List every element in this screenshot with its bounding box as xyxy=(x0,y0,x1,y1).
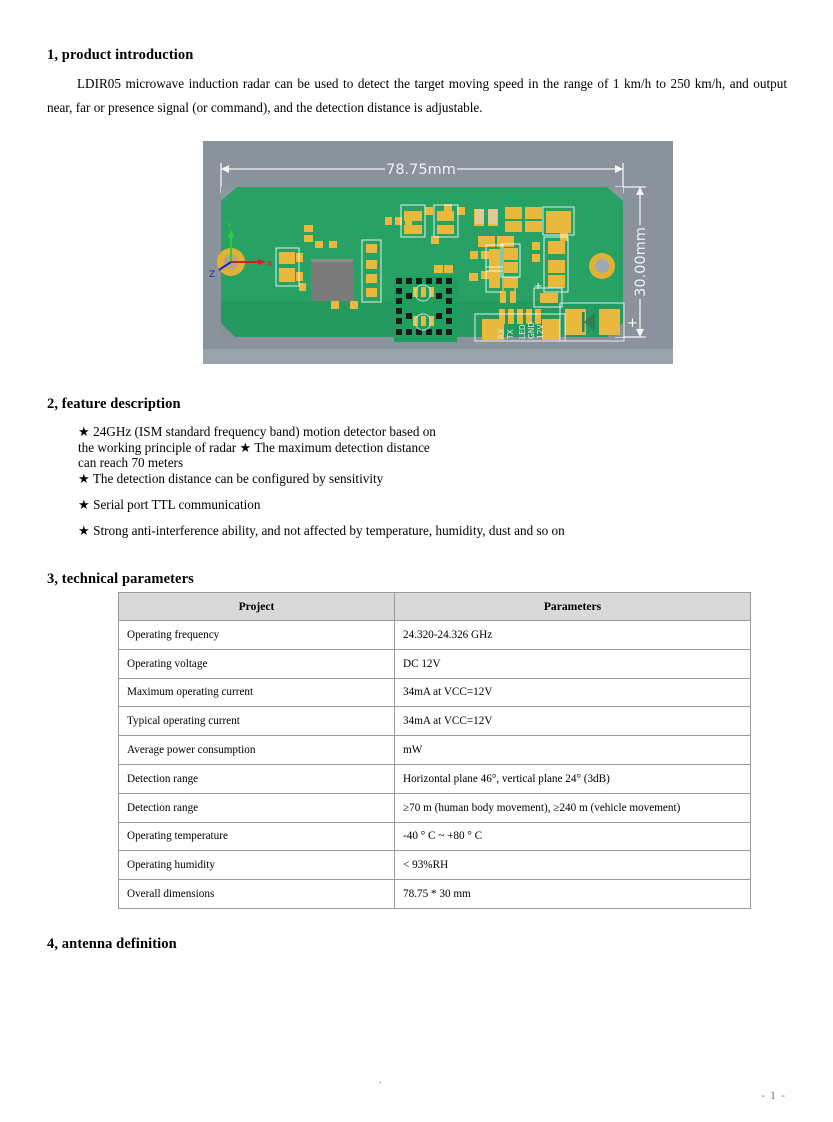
svg-text:RX: RX xyxy=(497,328,506,339)
svg-text:TX: TX xyxy=(506,329,515,339)
table-row xyxy=(119,793,751,822)
silkscreen-plus-right: + xyxy=(627,316,638,331)
feature-item-1-line-3: can reach 70 meters xyxy=(78,455,184,471)
pcb-main-ic xyxy=(311,259,353,301)
cell-parameters: DC 12V xyxy=(395,649,751,678)
cell-parameters: 34mA at VCC=12V xyxy=(395,707,751,736)
svg-text:LED: LED xyxy=(518,324,527,339)
cell-project: Operating frequency xyxy=(119,621,395,650)
silkscreen-plus-mid: + xyxy=(534,281,543,292)
axis-label-z: Z xyxy=(209,270,216,280)
cell-project: Operating temperature xyxy=(119,822,395,851)
pcb-mounting-hole-right xyxy=(589,253,615,279)
feature-item-1 xyxy=(78,424,598,471)
cell-project: Average power consumption xyxy=(119,736,395,765)
footer-page-number: - 1 - xyxy=(761,1088,786,1102)
table-row xyxy=(119,822,751,851)
svg-text:12V: 12V xyxy=(536,324,545,339)
cell-project: Maximum operating current xyxy=(119,678,395,707)
dimension-height-label: 30.00mm xyxy=(633,227,649,297)
cell-parameters: Horizontal plane 46°, vertical plane 24° (3dB) xyxy=(395,764,751,793)
table-row xyxy=(119,649,751,678)
pcb-render-svg xyxy=(203,141,673,364)
axis-label-x: x xyxy=(267,259,273,269)
intro-paragraph-text: LDIR05 microwave induction radar can be used to detect the target moving speed in the range of 1 km/h to 250 km/h, and output near, far or presence signal (or command), and the detection distance is adjustable. xyxy=(47,76,787,115)
table-row xyxy=(119,678,751,707)
table-row xyxy=(119,851,751,880)
cell-project: Typical operating current xyxy=(119,707,395,736)
table-row xyxy=(119,880,751,909)
svg-text:GND: GND xyxy=(527,321,536,339)
feature-item-3: ★ Serial port TTL communication xyxy=(78,497,261,512)
cell-project: Overall dimensions xyxy=(119,880,395,909)
heading-antenna-definition: 4, antenna definition xyxy=(47,936,177,952)
cell-parameters: mW xyxy=(395,736,751,765)
intro-paragraph xyxy=(47,72,787,120)
cell-parameters: < 93%RH xyxy=(395,851,751,880)
cell-parameters: -40 ° C ~ +80 ° C xyxy=(395,822,751,851)
cell-parameters: ≥70 m (human body movement), ≥240 m (vehicle movement) xyxy=(395,793,751,822)
cell-parameters: 34mA at VCC=12V xyxy=(395,678,751,707)
table-row xyxy=(119,736,751,765)
heading-technical-parameters: 3, technical parameters xyxy=(47,571,194,587)
feature-item-1-line-1: ★ 24GHz (ISM standard frequency band) motion detector based on xyxy=(78,424,436,439)
table-row xyxy=(119,764,751,793)
cell-parameters: 24.320-24.326 GHz xyxy=(395,621,751,650)
product-pcb-image xyxy=(203,141,673,364)
table-row xyxy=(119,707,751,736)
heading-feature-description: 2, feature description xyxy=(47,396,181,412)
feature-item-2: ★ The detection distance can be configured by sensitivity xyxy=(78,471,384,486)
cell-parameters: 78.75 * 30 mm xyxy=(395,880,751,909)
cell-project: Detection range xyxy=(119,793,395,822)
heading-product-introduction: 1, product introduction xyxy=(47,47,194,63)
technical-parameters-table xyxy=(118,592,751,909)
feature-item-1-line-2: the working principle of radar ★ The maximum detection distance xyxy=(78,439,430,455)
table-body xyxy=(119,621,751,909)
dimension-width-label: 78.75mm xyxy=(386,162,456,178)
table-head xyxy=(119,593,751,621)
table-row xyxy=(119,621,751,650)
table-header-parameters: Parameters xyxy=(395,593,751,621)
table-header-row xyxy=(119,593,751,621)
cell-project: Operating voltage xyxy=(119,649,395,678)
axis-label-y: Y xyxy=(227,222,232,231)
table-header-project: Project xyxy=(119,593,395,621)
pcb-qfn-array xyxy=(394,276,457,342)
feature-item-4: ★ Strong anti-interference ability, and not affected by temperature, humidity, dust and so on xyxy=(78,523,565,538)
footer-stray-mark: . xyxy=(379,1074,382,1086)
cell-project: Operating humidity xyxy=(119,851,395,880)
cell-project: Detection range xyxy=(119,764,395,793)
